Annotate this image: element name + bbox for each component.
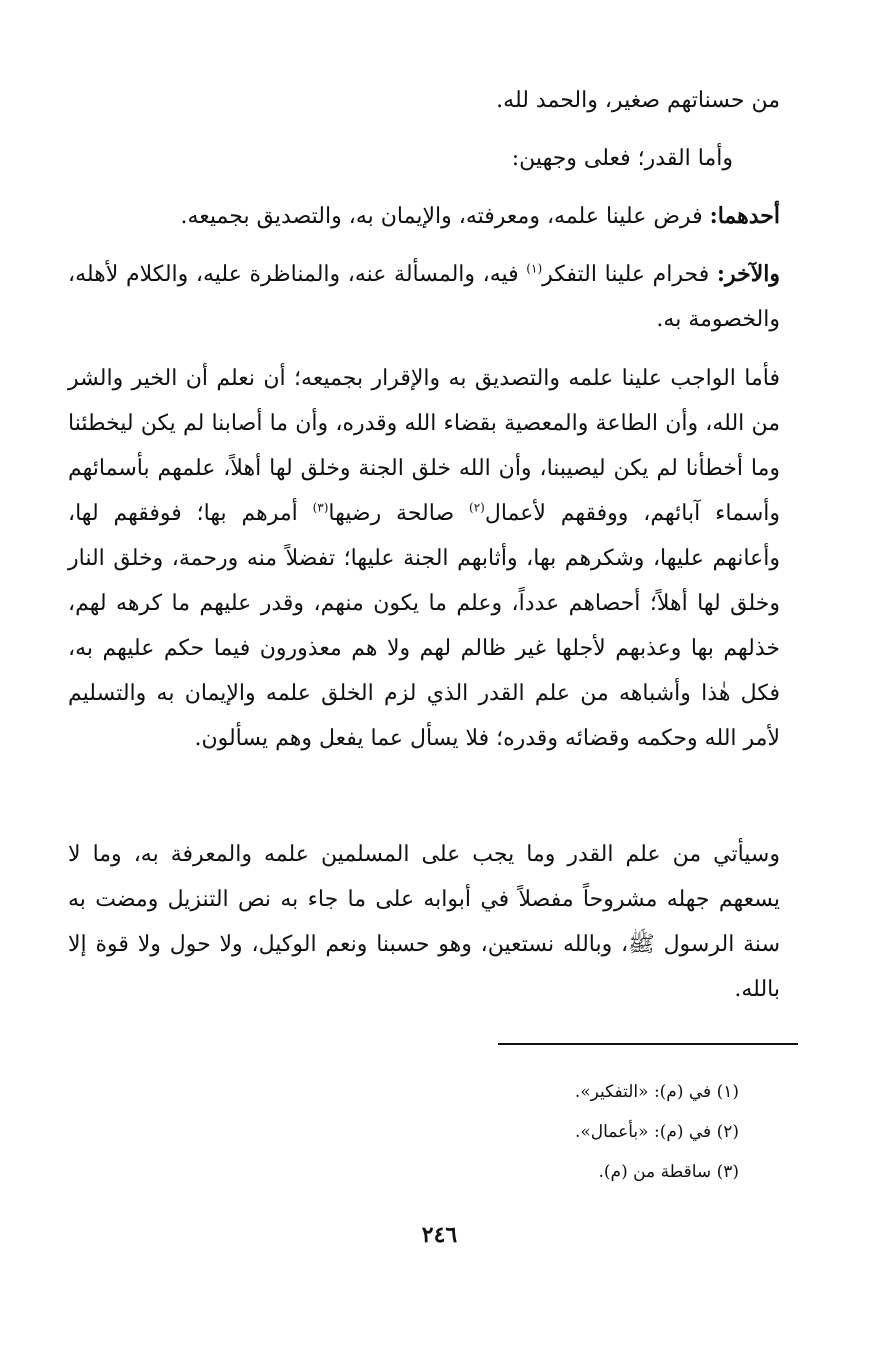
footnote-ref: (٣) (312, 500, 329, 515)
paragraph-obligation (68, 356, 780, 761)
paragraph-text: فيه، والمسألة عنه، والمناظرة عليه، والكلام لأهله، والخصومة به. (68, 262, 780, 332)
footnotes-list (439, 1072, 739, 1192)
paragraph-text: فحرام علينا التفكر (542, 262, 717, 287)
footnote-divider (498, 1043, 798, 1045)
paragraph-continuation (68, 78, 780, 123)
footnote-item: (٢) في (م): «بأعمال». (574, 1122, 739, 1142)
paragraph-text: فرض علينا علمه، ومعرفته، والإيمان به، والتصديق بجميعه. (180, 204, 710, 229)
footnote-item: (٣) ساقطة من (م). (598, 1162, 739, 1182)
footnote-ref: (١) (526, 261, 543, 276)
footnote-item: (١) في (م): «التفكير». (574, 1082, 739, 1102)
footnote-ref: (٢) (469, 500, 485, 515)
paragraph-text: من حسناتهم صغير، والحمد لله. (496, 88, 780, 113)
lead-term: أحدهما: (709, 203, 780, 229)
paragraph-first-aspect (68, 194, 780, 239)
paragraph-qadar-intro (512, 136, 733, 181)
lead-term: والآخر: (716, 261, 780, 287)
paragraph-text: وسيأتي من علم القدر وما يجب على المسلمين علمه والمعرفة به، وما لا يسعهم جهله مشروحاً مفصلاً في أبوابه على ما جاء به نص التنزيل ومضت به سنة الرسول ﷺ، وبالله نستعين، وهو حسبنا ونعم الوكيل، ولا حول ولا قوة إلا بالله. (68, 842, 780, 1002)
paragraph-text: فأما الواجب علينا علمه والتصديق به والإقرار بجميعه؛ أن نعلم أن الخير والشر من الله، وأن الطاعة والمعصية بقضاء الله وقدره، وأن ما أصابنا لم يكن ليخطئنا وما أخطأنا لم يكن ليصيبنا، وأن الله خلق الجنة وخلق لها أهلاً، علمهم بأسمائهم وأسماء آبائهم، ووفقهم لأعمال (68, 366, 781, 526)
paragraph-text: صالحة رضيها (328, 501, 469, 526)
page-number: ٢٤٦ (421, 1222, 458, 1248)
paragraph-text: وأما القدر؛ فعلى وجهين: (511, 146, 733, 171)
paragraph-text: أمرهم بها؛ فوفقهم لها، وأعانهم عليها، وشكرهم بها، وأثابهم الجنة عليها؛ تفضلاً منه ورحمة، وخلق النار وخلق لها أهلاً؛ أحصاهم عدداً، وعلم ما يكون منهم، وقدر عليهم ما كرهه لهم، خذلهم بها وعذبهم لأجلها غير ظالم لهم ولا هم معذورون فيما حكم عليهم به، فكل هٰذا وأشباهه من علم القدر الذي لزم الخلق علمه والإيمان به والتسليم لأمر الله وحكمه وقضائه وقدره؛ فلا يسأل عما يفعل وهم يسألون. (68, 501, 780, 751)
paragraph-second-aspect (68, 252, 780, 342)
paragraph-closing (68, 832, 780, 1012)
